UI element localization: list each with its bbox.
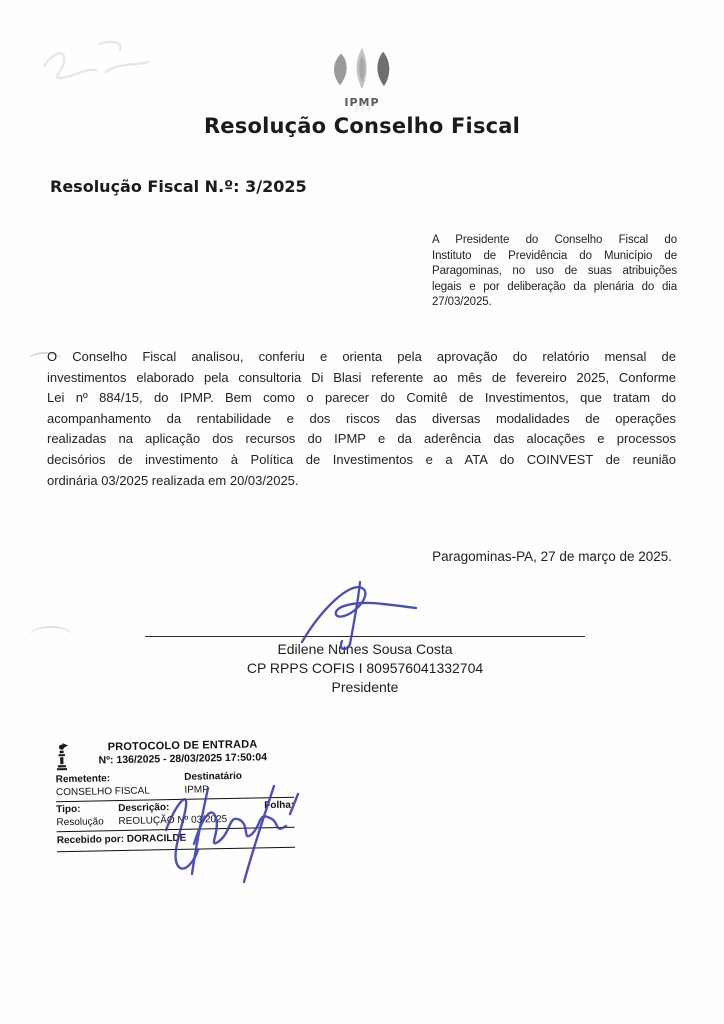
ipmp-logo-label: IPMP — [344, 96, 380, 109]
stamp-type-value: Resolução — [56, 816, 104, 829]
body-line: decisórios de investimento à Política de Investimentos e a ATA do COINVEST de reunião — [47, 451, 676, 467]
preamble-line: Instituto de Previdência do Município de — [432, 249, 677, 262]
stamp-protocol-number: Nº: 136/2025 - 28/03/2025 17:50:04 — [98, 751, 268, 767]
ipmp-logo-icon — [323, 46, 401, 90]
stamp-head-text — [72, 738, 293, 767]
stamp-sender-value: CONSELHO FISCAL — [55, 785, 150, 799]
preamble-line: legais e por deliberação da plenária do dia — [432, 280, 677, 293]
resolution-number-heading: Resolução Fiscal N.º: 3/2025 — [50, 177, 307, 196]
protocol-stamp-header — [55, 738, 294, 772]
signatory-credential: CP RPPS COFIS I 809576041332704 — [246, 660, 484, 676]
scan-arc-artifact — [30, 626, 72, 644]
preamble-line: A Presidente do Conselho Fiscal do — [432, 234, 677, 246]
receiver-signature — [150, 770, 310, 888]
preamble-paragraph — [432, 233, 677, 311]
stamp-title: PROTOCOLO DE ENTRADA — [107, 738, 258, 754]
body-paragraph — [47, 347, 676, 491]
body-line: investimentos elaborado pela consultoria Di Blasi referente ao mês de fevereiro 2025, Conforme — [47, 369, 676, 385]
document-title: Resolução Conselho Fiscal — [203, 114, 521, 138]
stamp-description-label: Descrição: — [118, 802, 170, 815]
stamp-type-label: Tipo: — [56, 803, 81, 816]
stamp-recipient-value: IPMP — [184, 784, 209, 796]
stamp-sender-label: Remetente: — [55, 773, 111, 786]
preamble-line: 27/03/2025. — [432, 296, 492, 309]
stamp-received-label: Recebido por: — [56, 833, 125, 847]
body-line: O Conselho Fiscal analisou, conferiu e orienta pela aprovação do relatório mensal de — [47, 349, 676, 364]
body-line: realizadas na aplicação dos recursos do IPMP e da aderência das alocações e processos — [47, 431, 676, 447]
body-line: ordinária 03/2025 realizada em 20/03/2025. — [47, 472, 299, 488]
president-signature — [288, 578, 438, 650]
dateline: Paragominas-PA, 27 de março de 2025. — [432, 549, 672, 564]
body-line: Lei nº 884/15, do IPMP. Bem como o parecer do Comitê de Investimentos, que tratam do — [47, 390, 676, 406]
signatory-name: Edilene Nunes Sousa Costa — [277, 641, 453, 657]
stamp-description-value: REOLUÇÃO Nº 03/2025 — [118, 814, 228, 828]
stamp-recipient-label: Destinatário — [184, 770, 243, 783]
stamp-sheet-label: Folha: — [264, 799, 295, 812]
stamp-emblem-icon — [55, 743, 70, 771]
body-line: acompanhamento da rentabilidade e dos riscos das diversas modalidades de operações — [47, 410, 676, 426]
signatory-role: Presidente — [331, 679, 399, 695]
preamble-line: Paragominas, no uso de suas atribuições — [432, 265, 677, 278]
stamp-received-value: DORACILDE — [126, 832, 187, 845]
